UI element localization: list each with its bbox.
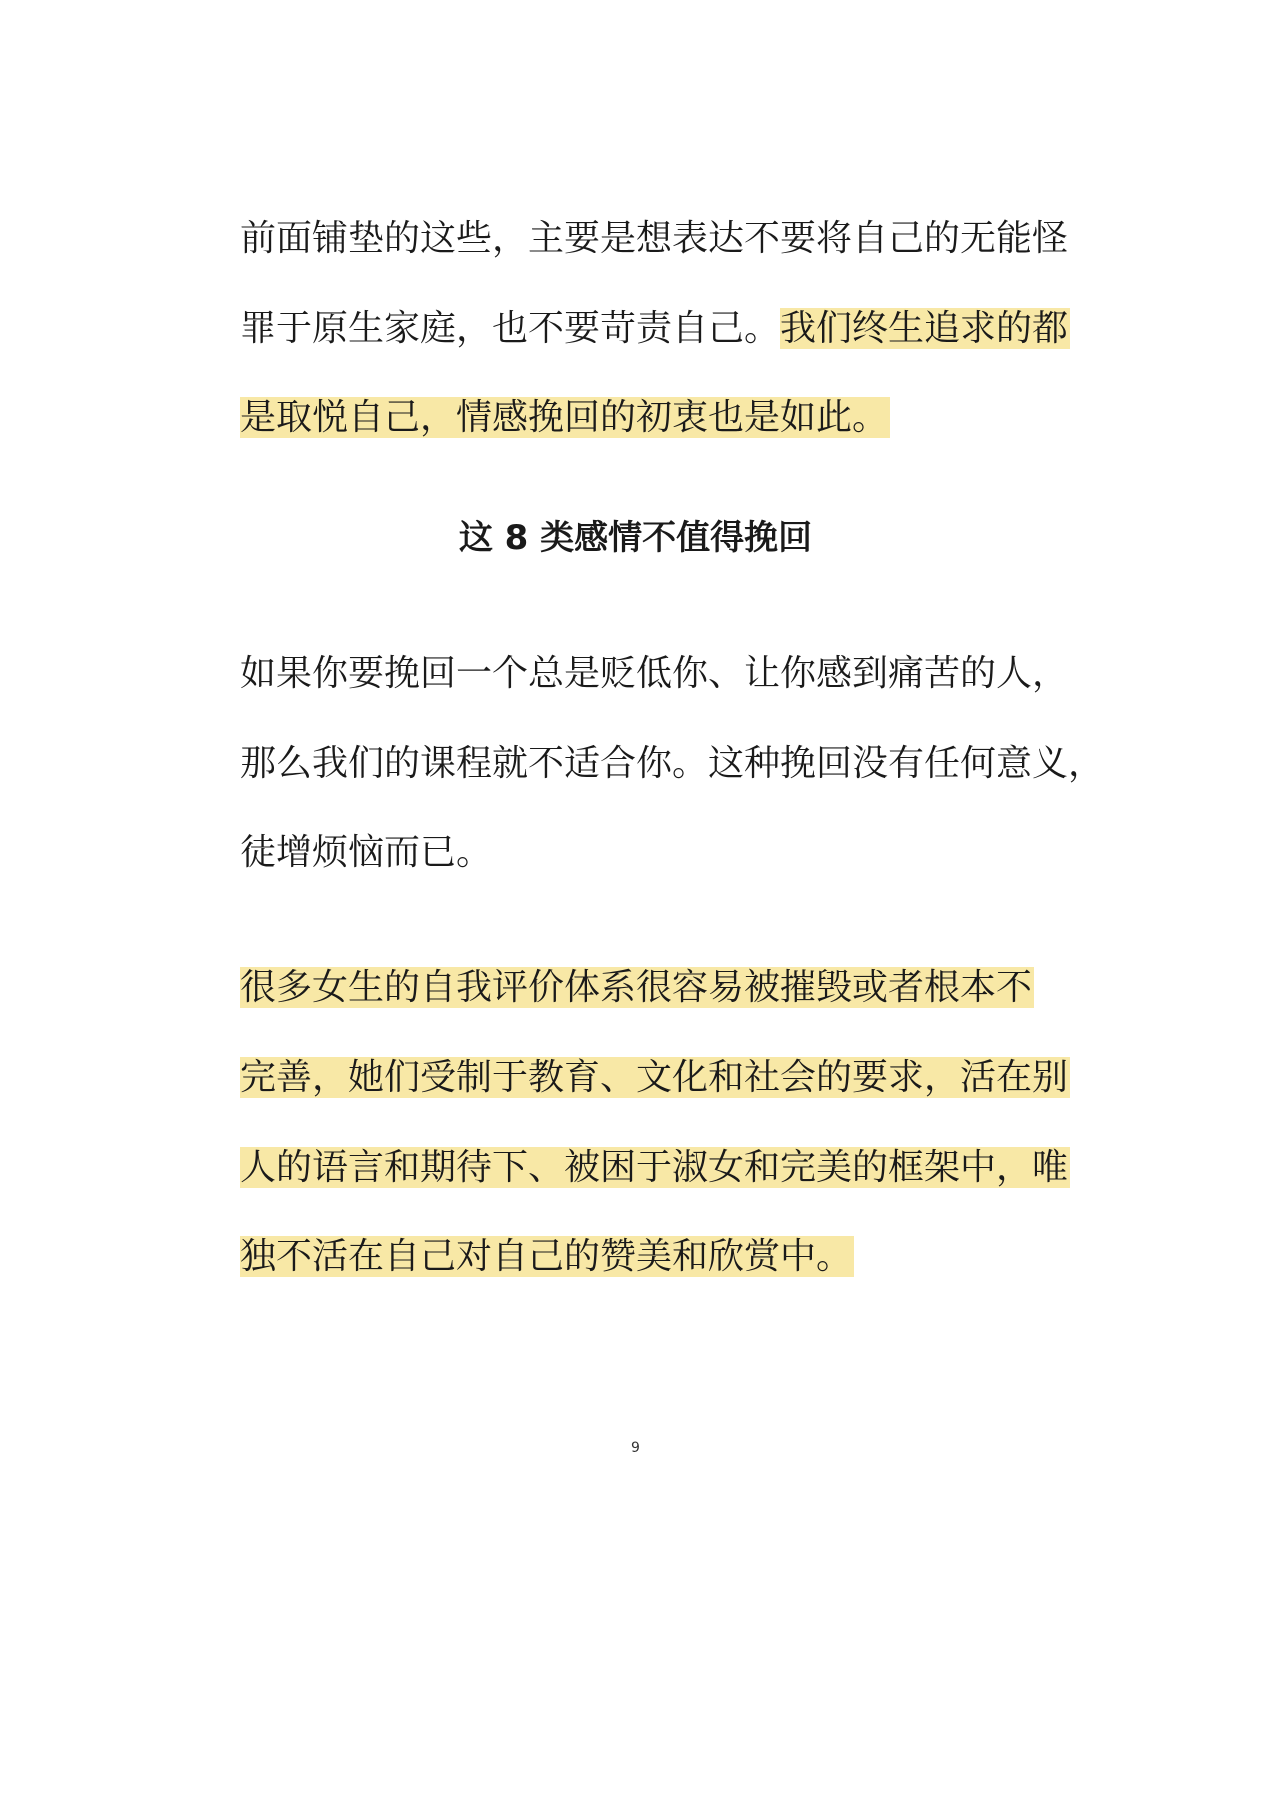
paragraph-1-line-2 — [240, 301, 1070, 357]
paragraph-1-line-3-highlight: 是取悦自己，情感挽回的初衷也是如此。 — [240, 397, 889, 438]
page-number: 9 — [631, 1440, 640, 1456]
paragraph-3-line-2 — [240, 1050, 1070, 1106]
paragraph-1-line-2-highlight: 我们终生追求的都 — [780, 308, 1069, 349]
paragraph-3-line-1-highlight: 很多女生的自我评价体系很容易被摧毁或者根本不 — [240, 967, 1033, 1008]
paragraph-1-line-3 — [240, 390, 890, 446]
paragraph-2-line-3: 徒增烦恼而已。 — [240, 832, 493, 873]
paragraph-3-line-3 — [240, 1140, 1070, 1196]
paragraph-2-line-2: 那么我们的课程就不适合你。这种挽回没有任何意义， — [240, 743, 1105, 784]
paragraph-3-line-1 — [240, 960, 1034, 1016]
paragraph-1-line-1: 前面铺垫的这些，主要是想表达不要将自己的无能怪 — [240, 218, 1069, 259]
paragraph-3-line-3-highlight: 人的语言和期待下、被困于淑女和完美的框架中，唯 — [240, 1147, 1069, 1188]
paragraph-3-line-2-highlight: 完善，她们受制于教育、文化和社会的要求，活在别 — [240, 1057, 1069, 1098]
paragraph-3-line-4-highlight: 独不活在自己对自己的赞美和欣赏中。 — [240, 1236, 853, 1277]
section-heading: 这 8 类感情不值得挽回 — [458, 518, 813, 558]
paragraph-2-line-1: 如果你要挽回一个总是贬低你、让你感到痛苦的人， — [240, 653, 1069, 694]
paragraph-1-line-2-text: 罪于原生家庭，也不要苛责自己。 — [240, 308, 781, 349]
paragraph-3-line-4 — [240, 1229, 854, 1285]
